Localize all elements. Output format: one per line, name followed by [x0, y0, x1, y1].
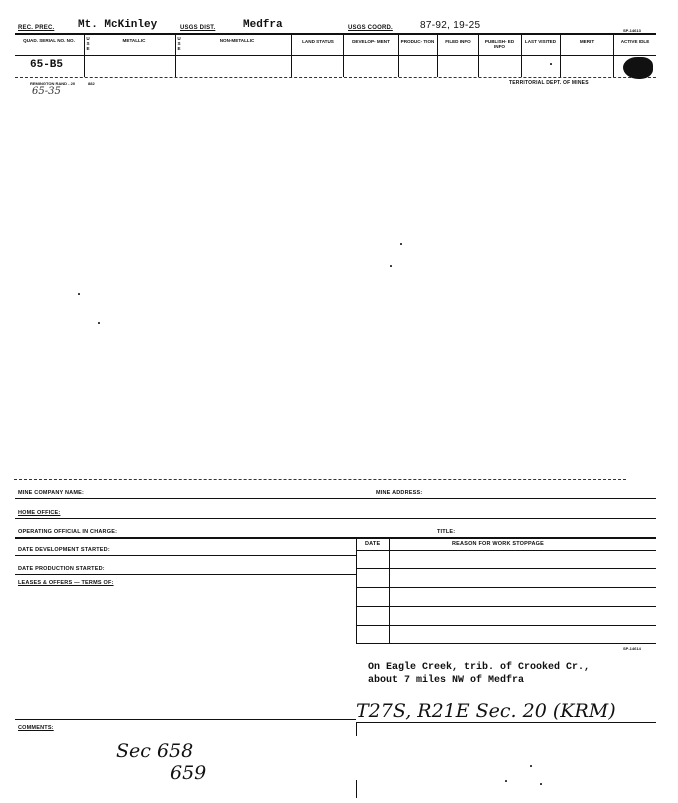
date-production-started-label: DATE PRODUCTION STARTED:	[18, 566, 105, 572]
usgs-dist-label: USGS DIST.	[180, 25, 216, 31]
printer-code: 882	[88, 81, 95, 86]
date-development-started-label: DATE DEVELOPMENT STARTED:	[18, 547, 110, 553]
col-use-a: U S E	[86, 36, 90, 51]
col-divider	[560, 33, 561, 77]
speck	[78, 293, 80, 295]
operating-official-label: OPERATING OFFICIAL IN CHARGE:	[18, 529, 118, 535]
row-bottom-rule	[15, 77, 656, 78]
col-metallic: METALLIC	[122, 38, 146, 43]
sec-note-1: Sec 658	[116, 740, 194, 762]
punch-hole-mark	[623, 57, 653, 79]
home-office-label: HOME OFFICE:	[18, 510, 61, 516]
handwritten-number: 65-35	[32, 86, 61, 97]
printer-imprint: REMINGTON RAND - 20	[30, 81, 76, 86]
rule	[356, 643, 656, 644]
rule	[15, 498, 656, 499]
comments-label: COMMENTS:	[18, 725, 54, 731]
speck	[540, 783, 542, 785]
rule	[356, 625, 656, 626]
mine-company-name-label: MINE COMPANY NAME:	[18, 490, 85, 496]
comment-divider	[356, 722, 357, 736]
col-non-metallic: NON-METALLIC	[219, 38, 255, 43]
form-number-top: SP-14613	[623, 28, 641, 33]
speck	[530, 765, 532, 767]
rule	[356, 568, 656, 569]
speck	[390, 265, 392, 267]
form-top-rule	[14, 479, 626, 480]
usgs-coord-value: 87-92, 19-25	[420, 20, 481, 31]
usgs-coord-label: USGS COORD.	[348, 25, 393, 31]
col-divider	[613, 33, 614, 77]
col-land-status: LAND STATUS	[302, 39, 334, 44]
col-merit: MERIT	[579, 39, 595, 44]
location-line-2: about 7 miles NW of Medfra	[368, 675, 525, 686]
date-header: DATE	[365, 541, 381, 547]
col-development: DEVELOP- MENT	[352, 39, 390, 44]
table-date-divider	[389, 537, 390, 643]
sec-note-2: 659	[170, 762, 207, 784]
usgs-dist-value: Medfra	[243, 19, 283, 31]
form-number-back: SP-14614	[623, 646, 641, 651]
speck	[505, 780, 507, 782]
rule	[15, 537, 656, 539]
col-production: PRODUC- TION	[400, 39, 435, 44]
location-line-1: On Eagle Creek, trib. of Crooked Cr.,	[368, 662, 591, 673]
rec-prec-value: Mt. McKinley	[78, 19, 158, 31]
speck	[400, 243, 402, 245]
table-left-border	[356, 537, 357, 643]
rule	[15, 719, 356, 720]
speck	[550, 63, 552, 65]
rule	[356, 550, 656, 551]
rule	[15, 555, 356, 556]
col-divider	[437, 33, 438, 77]
leases-offers-label: LEASES & OFFERS — TERMS OF:	[18, 580, 114, 586]
rule	[15, 518, 656, 519]
reason-header: REASON FOR WORK STOPPAGE	[452, 541, 544, 547]
department-imprint: TERRITORIAL DEPT. OF MINES	[509, 80, 589, 86]
col-divider	[343, 33, 344, 77]
speck	[98, 322, 100, 324]
col-quad-serial: QUAD. SERIAL NO. NO.	[23, 38, 75, 43]
quad-serial-value: 65-B5	[30, 59, 64, 71]
col-last-visited: LAST VISITED	[524, 39, 557, 44]
col-divider	[291, 33, 292, 77]
col-use-b: U S E	[177, 36, 181, 51]
rule	[356, 722, 656, 723]
mine-address-label: MINE ADDRESS:	[376, 490, 423, 496]
col-published-info: PUBLISH- ED INFO	[484, 39, 515, 49]
col-filed-info: FILED INFO	[445, 39, 471, 44]
rule	[356, 587, 656, 588]
title-label: TITLE:	[437, 529, 456, 535]
bottom-divider	[356, 780, 357, 798]
rule	[15, 574, 356, 575]
col-active-idle: ACTIVE IDLE	[620, 39, 650, 44]
rec-prec-label: REC. PREC.	[18, 25, 55, 31]
township-note: T27S, R21E Sec. 20 (KRM)	[356, 700, 616, 722]
rule	[356, 606, 656, 607]
